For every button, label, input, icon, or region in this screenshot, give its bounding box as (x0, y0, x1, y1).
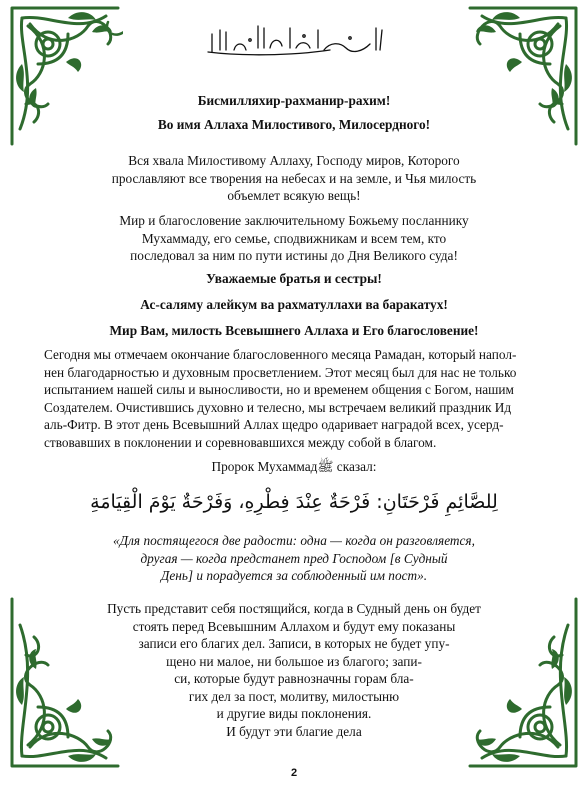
blessing-line: последовал за ним по пути истины до Дня Великого суда! (130, 248, 458, 263)
address-salam: Ас-саляму алейкум ва рахматуллахи ва баракатух! (140, 297, 448, 312)
ramadan-line: ствовавших в поклонении и соревновавшихся между собой в благом. (44, 434, 437, 450)
quote-line: День] и порадуется за соблюденный им пост». (160, 568, 428, 583)
praise-line: прославляют все творения на небесах и на земле, и Чья милость (111, 170, 477, 186)
hadith-translation (100, 532, 488, 585)
greeting-transliteration: Бисмилляхир-рахманир-рахим! (197, 93, 391, 108)
judgement-paragraph (100, 600, 488, 740)
judgement-line: записи его благих дел. Записи, в которых не будет упу- (138, 636, 450, 651)
page-number: 2 (290, 767, 298, 779)
ramadan-line: испытанием нашей силы и выносливости, но и временем общения с Богом, нашим (44, 382, 514, 397)
hadith-intro: Пророк Мухаммадﷺ сказал: (211, 459, 377, 474)
praise-line: Вся хвала Милостивому Аллаху, Господу миров, Которого (128, 153, 460, 168)
judgement-line: щено ни малое, ни большое из благого; запи- (166, 653, 422, 669)
quote-line: «Для постящегося две радости: одна — когда он разговляется, (113, 533, 475, 548)
hadith-arabic: لِلصَّائِمِ فَرْحَتَانِ: فَرْحَةٌ عِنْدَ فِطْرِهِ، وَفَرْحَةٌ يَوْمَ الْقِيَامَةِ (90, 491, 498, 513)
judgement-line: и другие виды поклонения. (216, 706, 372, 721)
judgement-line: гих дел за пост, молитву, милостыню (188, 688, 400, 704)
blessing-paragraph (100, 212, 488, 265)
ramadan-line: Сегодня мы отмечаем окончание благословенного месяца Рамадан, который напол- (44, 347, 517, 362)
ramadan-line: аль-Фитр. В этот день Всевышний Аллах щедро одаривает наградой всех, усерд- (44, 417, 504, 432)
judgement-line: стоять перед Всевышним Аллахом и будут ему показаны (132, 618, 456, 634)
ramadan-paragraph (44, 346, 544, 451)
judgement-line: И будут эти благие дела (226, 723, 362, 739)
blessing-line: Мир и благословение заключительному Божьему посланнику (119, 213, 469, 228)
basmala-calligraphy (200, 20, 390, 60)
praise-paragraph (100, 152, 488, 205)
address-peace: Мир Вам, милость Всевышнего Аллаха и Его благословение! (109, 323, 479, 338)
judgement-line: си, которые будут равнозначны горам бла- (174, 671, 414, 686)
address-brothers: Уважаемые братья и сестры! (206, 271, 382, 286)
praise-line: объемлет всякую вещь! (227, 188, 361, 203)
greeting-translation: Во имя Аллаха Милостивого, Милосердного! (157, 117, 431, 132)
quote-line: другая — когда предстанет пред Господом [в Судный (140, 550, 448, 566)
ramadan-line: нен благодарностью и духовным просветлением. Этот месяц был для нас не только (44, 364, 517, 380)
blessing-line: Мухаммаду, его семье, сподвижникам и всем тем, кто (141, 230, 447, 246)
ramadan-line: Создателем. Очистившись духовно и телесно, мы встречаем великий праздник Ид (44, 399, 512, 415)
judgement-line: Пусть представит себя постящийся, когда в Судный день он будет (107, 601, 481, 616)
